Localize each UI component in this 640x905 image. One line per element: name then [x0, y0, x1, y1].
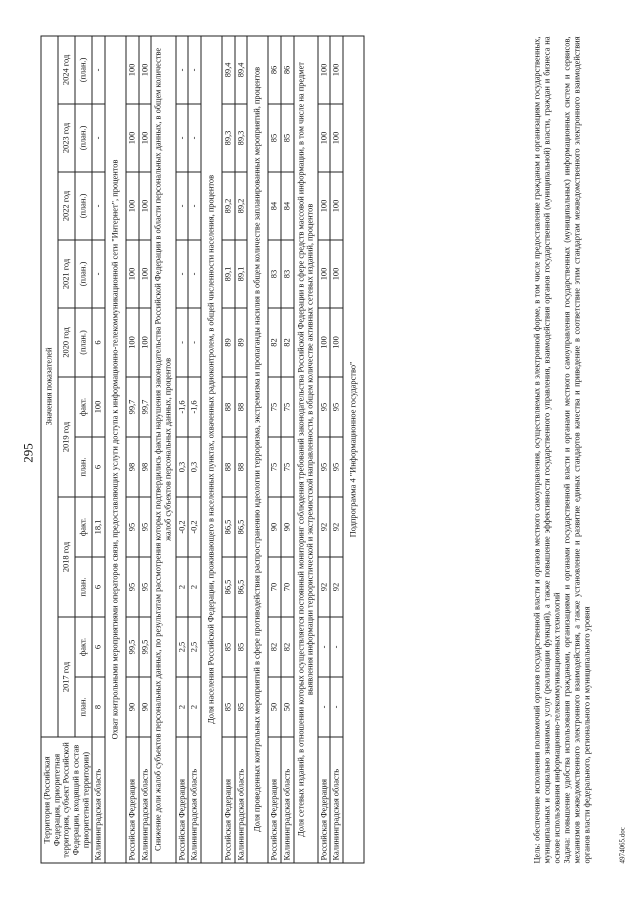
value-cell: 88 [234, 437, 247, 497]
table-row [330, 35, 343, 862]
territory-cell: Калининградская область [138, 737, 151, 863]
plan-2020-header: (план.) [75, 308, 92, 377]
value-cell: 100 [330, 240, 343, 308]
value-cell: 92 [330, 497, 343, 557]
value-cell: 84 [268, 172, 281, 240]
territory-cell: Российская Федерация [125, 737, 138, 863]
plan-2019-header: план. [75, 437, 92, 497]
section-row [104, 35, 125, 862]
value-cell: 100 [125, 35, 138, 103]
value-cell: 0,3 [175, 437, 188, 497]
value-cell: 86,5 [221, 557, 234, 617]
value-cell: 100 [330, 104, 343, 172]
value-cell: 88 [234, 377, 247, 437]
value-cell: 86 [268, 35, 281, 103]
value-cell: - [92, 172, 105, 240]
year-2024-header: 2024 год [58, 35, 75, 103]
value-cell: 50 [268, 677, 281, 737]
file-id: 4974065.doc [618, 826, 626, 863]
fact-2019-header: факт. [75, 377, 92, 437]
value-cell: 2 [188, 677, 201, 737]
value-cell: 2 [175, 557, 188, 617]
value-cell: 82 [268, 617, 281, 677]
value-cell: - [188, 35, 201, 103]
value-cell: 89,1 [221, 240, 234, 308]
value-cell: 75 [280, 437, 293, 497]
value-cell: - [330, 617, 343, 677]
value-cell: 98 [138, 437, 151, 497]
value-cell: 82 [280, 617, 293, 677]
year-2018-header: 2018 год [58, 497, 75, 617]
value-cell: 100 [317, 35, 330, 103]
value-cell: - [188, 104, 201, 172]
task-text: Задача: повышение удобства использования гражданами, организациями и органами государственной власти и органами местного самоуправления государственных (муниципальных) информационных систем и сервисов, механизмов межведомственного электронного взаимодействия, а также установление и развитие единых стандартов качества и приведение в соответствие этим стандартам межведомственного электронного взаимодействия органов власти федерального, регионального и муниципального уровня [561, 36, 591, 863]
value-cell: 100 [138, 172, 151, 240]
plan-2021-header: (план.) [75, 240, 92, 308]
territory-cell: Российская Федерация [317, 737, 330, 863]
year-2019-header: 2019 год [58, 377, 75, 497]
plan-2023-header: (план.) [75, 104, 92, 172]
year-2017-header: 2017 год [58, 617, 75, 737]
value-cell: 86,5 [221, 497, 234, 557]
value-cell: 6 [92, 437, 105, 497]
territory-cell: Калининградская область [92, 737, 105, 863]
value-cell: 90 [280, 497, 293, 557]
value-cell: 100 [125, 308, 138, 377]
value-cell: 95 [138, 497, 151, 557]
section-row [247, 35, 268, 862]
indicator-title: Доля проведенных контрольных мероприятий в сфере противодействия распространению идеологии терроризма, экстремизма и пропаганды насилия в общем количестве запланированных мероприятий, процентов [247, 35, 268, 862]
value-cell: 50 [280, 677, 293, 737]
table-row [125, 35, 138, 862]
value-cell: 75 [268, 437, 281, 497]
value-cell: 88 [221, 437, 234, 497]
value-cell: 85 [234, 677, 247, 737]
value-cell: 2 [175, 677, 188, 737]
value-cell: 83 [280, 240, 293, 308]
value-cell: 82 [280, 308, 293, 377]
values-header: Значения показателей [41, 35, 58, 736]
value-cell: - [317, 617, 330, 677]
value-cell: 89,3 [221, 104, 234, 172]
section-row [343, 35, 364, 862]
value-cell: - [92, 240, 105, 308]
territory-cell: Российская Федерация [268, 737, 281, 863]
value-cell: 89,3 [234, 104, 247, 172]
section-row [200, 35, 221, 862]
value-cell: 95 [330, 377, 343, 437]
page-number: 295 [20, 442, 35, 463]
value-cell: 18,1 [92, 497, 105, 557]
value-cell: 86,5 [234, 497, 247, 557]
value-cell: 100 [125, 104, 138, 172]
value-cell: - [175, 35, 188, 103]
value-cell: -0,2 [188, 497, 201, 557]
table-row [92, 35, 105, 862]
plan-2024-header: (план.) [75, 35, 92, 103]
value-cell: 100 [92, 377, 105, 437]
value-cell: 100 [125, 172, 138, 240]
value-cell: - [188, 172, 201, 240]
value-cell: 92 [317, 557, 330, 617]
value-cell: 100 [138, 308, 151, 377]
value-cell: 82 [268, 308, 281, 377]
value-cell: 100 [330, 35, 343, 103]
table-body [92, 35, 364, 862]
territory-cell: Калининградская область [234, 737, 247, 863]
value-cell: 83 [268, 240, 281, 308]
value-cell: 99,7 [138, 377, 151, 437]
territory-cell: Калининградская область [188, 737, 201, 863]
value-cell: - [188, 240, 201, 308]
territory-cell: Калининградская область [330, 737, 343, 863]
table-row [138, 35, 151, 862]
value-cell: 85 [234, 617, 247, 677]
value-cell: 90 [138, 677, 151, 737]
value-cell: 86 [280, 35, 293, 103]
plan-2018-header: план. [75, 557, 92, 617]
territory-cell: Российская Федерация [175, 737, 188, 863]
value-cell: 89,4 [234, 35, 247, 103]
value-cell: 6 [92, 557, 105, 617]
table-row [188, 35, 201, 862]
year-2021-header: 2021 год [58, 240, 75, 308]
value-cell: 89 [234, 308, 247, 377]
value-cell: 100 [317, 308, 330, 377]
value-cell: 95 [125, 497, 138, 557]
value-cell: - [188, 308, 201, 377]
value-cell: 90 [268, 497, 281, 557]
subprogram-goal-block [532, 36, 591, 863]
value-cell: - [317, 677, 330, 737]
table-row [280, 35, 293, 862]
section-row [293, 35, 317, 862]
value-cell: 85 [221, 677, 234, 737]
territory-header: Территория (Российская Федерация, приоритетная территория, субъект Российской Федерации, входящий в состав приоритетной территории) [41, 737, 92, 863]
value-cell: 92 [317, 497, 330, 557]
value-cell: 89,4 [221, 35, 234, 103]
year-2020-header: 2020 год [58, 308, 75, 377]
value-cell: - [175, 104, 188, 172]
value-cell: 100 [138, 104, 151, 172]
value-cell: 99,5 [138, 617, 151, 677]
value-cell: 89,1 [234, 240, 247, 308]
value-cell: - [175, 240, 188, 308]
value-cell: 99,5 [125, 617, 138, 677]
value-cell: 100 [125, 240, 138, 308]
value-cell: 98 [125, 437, 138, 497]
territory-cell: Российская Федерация [221, 737, 234, 863]
value-cell: 100 [138, 240, 151, 308]
year-2023-header: 2023 год [58, 104, 75, 172]
goal-text: Цель: обеспечение исполнения полномочий органов государственной власти и органов местного самоуправления, осуществляемых в электронной форме, в том числе предоставление гражданам и организациям государственных, муниципальных и социально значимых услуг (реализации функций), а также повышение эффективности государственного управления, взаимодействия органов государственной (муниципальной) власти, граждан и бизнеса на основе использования информационно-телекоммуникационных технологий [532, 36, 561, 863]
indicator-title: Снижение доли жалоб субъектов персональных данных, по результатам рассмотрения которых подтвердились факты нарушения законодательства Российской Федерации в области персональных данных, в общем количестве жалоб субъектов персональных данных, процентов [151, 35, 175, 862]
value-cell: 75 [268, 377, 281, 437]
table-row [234, 35, 247, 862]
value-cell: 70 [268, 557, 281, 617]
value-cell: 89,2 [234, 172, 247, 240]
table-row [175, 35, 188, 862]
value-cell: 2,5 [188, 617, 201, 677]
value-cell: 95 [125, 557, 138, 617]
value-cell: 0,3 [188, 437, 201, 497]
value-cell: 89,2 [221, 172, 234, 240]
table-row [268, 35, 281, 862]
value-cell: 85 [268, 104, 281, 172]
fact-2017-header: факт. [75, 617, 92, 677]
table-row [317, 35, 330, 862]
value-cell: 90 [125, 677, 138, 737]
value-cell: 6 [92, 308, 105, 377]
value-cell: 99,7 [125, 377, 138, 437]
fact-2018-header: факт. [75, 497, 92, 557]
value-cell: 100 [317, 104, 330, 172]
value-cell: - [175, 308, 188, 377]
value-cell: 95 [330, 437, 343, 497]
value-cell: 100 [330, 308, 343, 377]
value-cell: 100 [330, 172, 343, 240]
value-cell: 75 [280, 377, 293, 437]
value-cell: - [92, 104, 105, 172]
indicator-title: Доля населения Российской Федерации, проживающего в населенных пунктах, охваченных радиоконтролем, в общей численности населения, процентов [200, 35, 221, 862]
plan-2022-header: (план.) [75, 172, 92, 240]
value-cell: 100 [138, 35, 151, 103]
value-cell: 95 [317, 377, 330, 437]
value-cell: 85 [221, 617, 234, 677]
value-cell: 84 [280, 172, 293, 240]
indicator-title: Охват контрольными мероприятиями операторов связи, предоставляющих услуги доступа к информационно-телекоммуникационной сети "Интернет", процентов [104, 35, 125, 862]
value-cell: 95 [138, 557, 151, 617]
year-2022-header: 2022 год [58, 172, 75, 240]
value-cell: 85 [280, 104, 293, 172]
value-cell: 92 [330, 557, 343, 617]
value-cell: 2,5 [175, 617, 188, 677]
indicators-table [40, 35, 364, 863]
territory-cell: Калининградская область [280, 737, 293, 863]
value-cell: 8 [92, 677, 105, 737]
table-row [221, 35, 234, 862]
value-cell: 95 [317, 437, 330, 497]
value-cell: 70 [280, 557, 293, 617]
value-cell: - [92, 35, 105, 103]
value-cell: 86,5 [234, 557, 247, 617]
indicator-title: Доля сетевых изданий, в отношении которых осуществляется постоянный мониторинг соблюдения требований законодательства Российской Федерации в сфере средств массовой информации, в том числе на предмет выявления информации террористической и экстремистской направленности, в общем количестве активных сетевых изданий, процентов [293, 35, 317, 862]
value-cell: 100 [317, 172, 330, 240]
value-cell: 88 [221, 377, 234, 437]
value-cell: -1,6 [175, 377, 188, 437]
value-cell: 2 [188, 557, 201, 617]
value-cell: 89 [221, 308, 234, 377]
plan-2017-header: план. [75, 677, 92, 737]
value-cell: -1,6 [188, 377, 201, 437]
value-cell: - [330, 677, 343, 737]
section-row [151, 35, 175, 862]
indicator-title: Подпрограмма 4 "Информационное государство" [343, 35, 364, 862]
value-cell: - [175, 172, 188, 240]
value-cell: -0,2 [175, 497, 188, 557]
value-cell: 100 [317, 240, 330, 308]
value-cell: 6 [92, 617, 105, 677]
